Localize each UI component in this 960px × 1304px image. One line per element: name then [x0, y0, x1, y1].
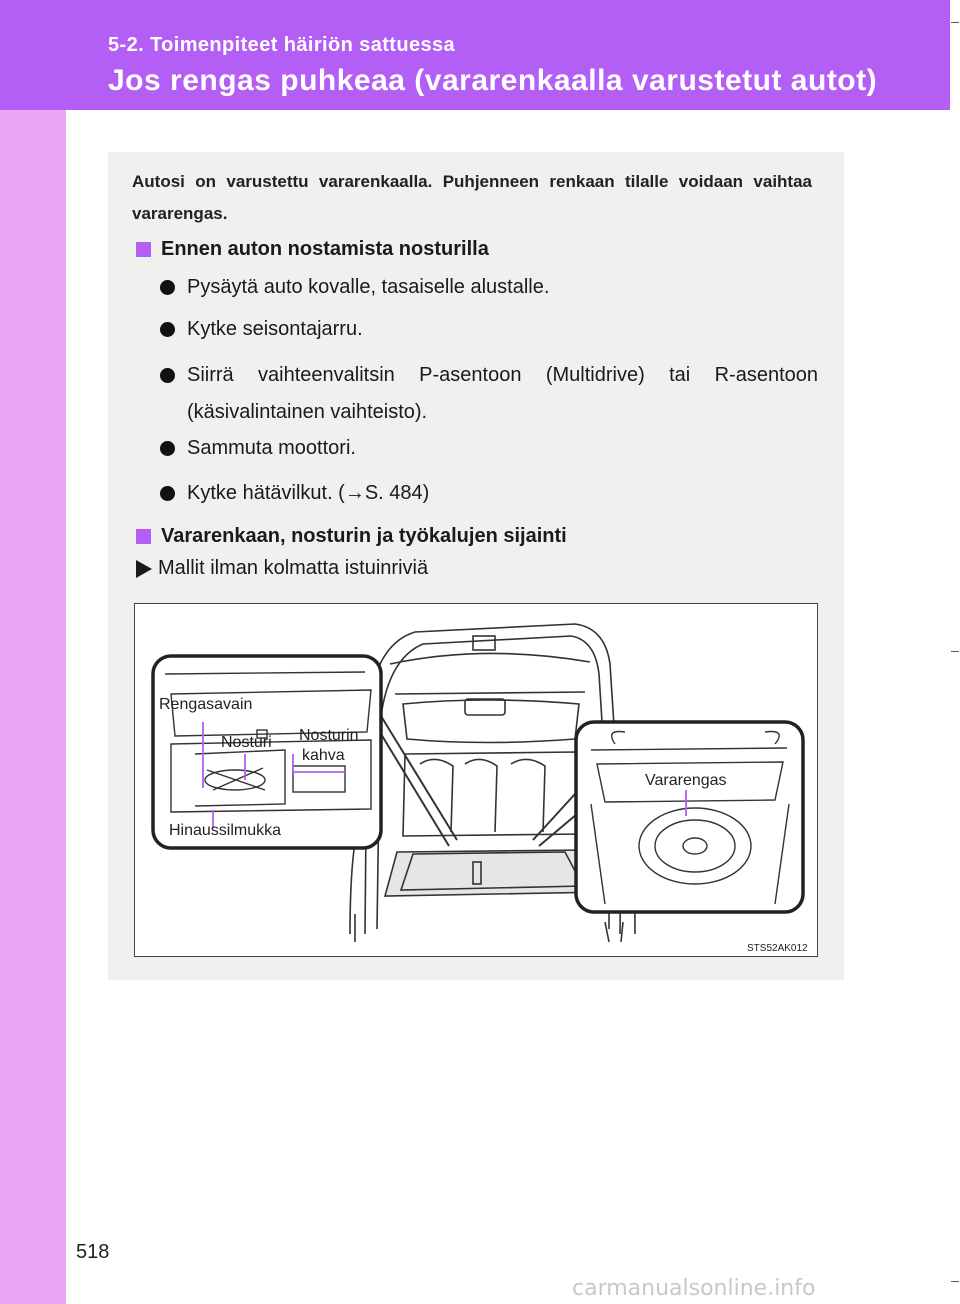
page-title: Jos rengas puhkeaa (vararenkaalla varustetut autot): [108, 64, 878, 97]
crop-mark: [951, 651, 959, 652]
model-note: [136, 557, 428, 580]
list-item-text: Kytke hätävilkut. (→S. 484): [187, 482, 430, 504]
watermark: carmanualsonline.info: [572, 1276, 816, 1301]
figure-code: STS52AK012: [747, 943, 808, 954]
list-item-text: Sammuta moottori.: [187, 437, 356, 459]
label-nosturin-kahva-line2: kahva: [302, 747, 345, 764]
list-item-text: Siirrä vaihteenvalitsin P-asentoon (Multidrive) tai R-asentoon (käsivalintainen vaihteisto).: [187, 364, 818, 423]
list-item: [158, 269, 818, 306]
round-bullet-icon: [160, 280, 175, 295]
round-bullet-icon: [160, 486, 175, 501]
section-heading-text: Ennen auton nostamista nosturilla: [161, 238, 489, 260]
round-bullet-icon: [160, 441, 175, 456]
page-side-band: [0, 0, 66, 1304]
triangle-arrow-icon: [136, 560, 152, 578]
page-header: [0, 0, 950, 110]
page-number: 518: [76, 1241, 110, 1263]
crop-mark: [951, 22, 959, 23]
round-bullet-icon: [160, 368, 175, 383]
label-nosturi: Nosturi: [221, 734, 272, 751]
label-vararengas: Vararengas: [645, 772, 727, 789]
square-bullet-icon: [136, 529, 151, 544]
trunk-illustration: [134, 603, 818, 957]
crop-mark: [951, 1281, 959, 1282]
list-item: [158, 357, 818, 431]
list-item: [158, 430, 818, 467]
section-heading-text: Vararenkaan, nosturin ja työkalujen sijainti: [161, 525, 567, 547]
section-heading-locations: [136, 525, 567, 548]
label-nosturin-kahva-line1: Nosturin: [299, 727, 359, 744]
label-rengasavain: Rengasavain: [159, 696, 253, 713]
list-item: [158, 475, 818, 512]
square-bullet-icon: [136, 242, 151, 257]
model-note-text: Mallit ilman kolmatta istuinriviä: [158, 557, 429, 579]
intro-paragraph: Autosi on varustettu vararenkaalla. Puhjenneen renkaan tilalle voidaan vaihtaa vararengas.: [132, 172, 812, 223]
list-item-text: Kytke seisontajarru.: [187, 318, 363, 340]
round-bullet-icon: [160, 322, 175, 337]
section-heading-before-lifting: [136, 238, 489, 261]
section-label: 5-2. Toimenpiteet häiriön sattuessa: [108, 34, 456, 56]
label-hinaussilmukka: Hinaussilmukka: [169, 822, 282, 839]
list-item: [158, 311, 818, 348]
list-item-text: Pysäytä auto kovalle, tasaiselle alustalle.: [187, 276, 550, 298]
